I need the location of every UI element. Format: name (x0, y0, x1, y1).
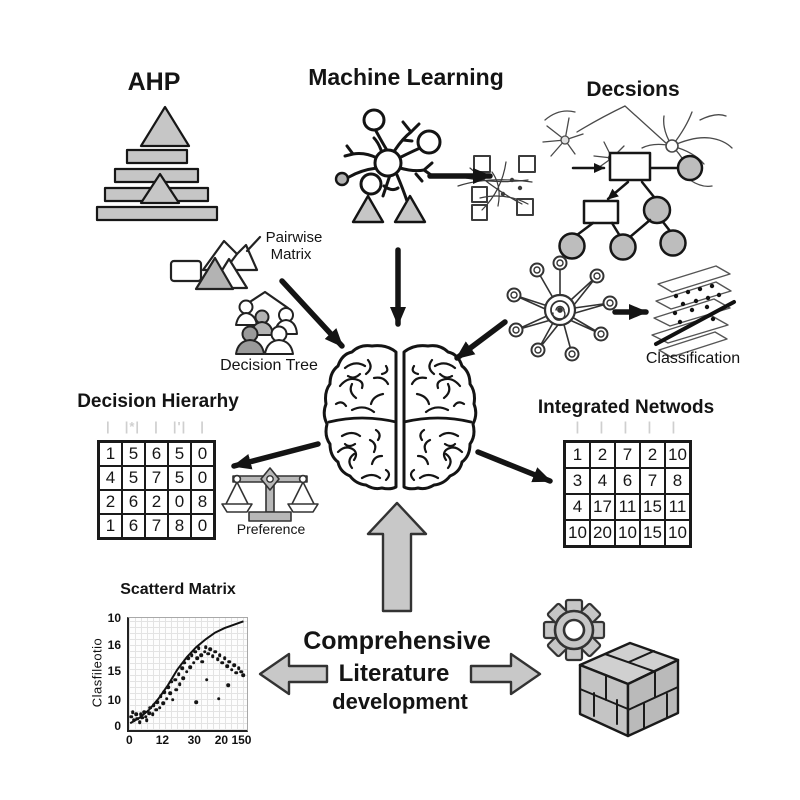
tick-label: 0 (114, 718, 121, 733)
pairwise-label-line1: Pairwise (265, 229, 323, 246)
ahp-title: AHP (127, 68, 181, 96)
faint-mark: | (106, 419, 111, 434)
scatter-point (226, 683, 230, 687)
scatter-point (183, 661, 187, 665)
matrix-cell: 8 (168, 514, 191, 538)
tick-label: 10 (107, 692, 121, 707)
scatter-point (225, 664, 229, 668)
matrix-header-marks (99, 419, 212, 434)
ahp-pyramid-icon (97, 107, 217, 220)
faint-mark: |*| (124, 419, 141, 434)
scattered-matrix-title: Scatterd Matrix (120, 581, 236, 598)
faint-mark: | (671, 419, 677, 434)
scatter-point (217, 697, 221, 701)
classification-layers-icon (652, 266, 734, 357)
tick-label: 10 (107, 611, 121, 626)
scatter-point (161, 701, 165, 705)
faint-mark: | (623, 419, 629, 434)
matrix-cell: 7 (615, 442, 640, 468)
tick-label: 16 (107, 638, 121, 652)
decisions-title: Decsions (586, 78, 680, 101)
tick-label: 0 (126, 733, 133, 747)
radial-network-icon (508, 257, 617, 361)
scatter-point (174, 688, 178, 692)
brain-icon (324, 346, 476, 489)
scatter-plot (127, 617, 248, 732)
decision-hierarchy-title: Decision Hierarhy (77, 391, 239, 412)
scatter-point (209, 648, 213, 652)
faint-mark: | (599, 419, 605, 434)
scatter-point (159, 695, 163, 699)
left-arrow (260, 654, 327, 694)
scatter-point (232, 663, 236, 667)
pairwise-matrix-icon (171, 237, 260, 289)
matrix-cell: 5 (122, 466, 145, 490)
matrix-cell: 10 (665, 520, 690, 546)
matrix-cell: 4 (590, 468, 615, 494)
scatter-point (194, 700, 198, 704)
faint-mark: |'| (172, 419, 187, 434)
scatter-point (199, 653, 203, 657)
matrix-cell: 7 (640, 468, 665, 494)
integrated-networks-matrix (563, 440, 692, 548)
matrix-cell: 0 (168, 490, 191, 514)
matrix-cell: 1 (99, 442, 122, 466)
scatter-point (163, 690, 167, 694)
scatter-point (186, 657, 190, 661)
faint-mark: | (200, 419, 205, 434)
scatter-point (206, 652, 210, 656)
decision-hierarchy-matrix (97, 440, 216, 540)
neuron-tree-icon (336, 110, 440, 222)
scatter-x-ticks (126, 733, 252, 747)
tick-label: 15 (107, 663, 121, 678)
matrix-cell: 10 (665, 442, 690, 468)
matrix-cell: 10 (565, 520, 590, 546)
arrow-brain-to-left-matrix (234, 444, 318, 466)
matrix-cell: 6 (122, 490, 145, 514)
matrix-cell: 10 (615, 520, 640, 546)
matrix-cell: 5 (122, 442, 145, 466)
machine-learning-title: Machine Learning (308, 64, 504, 90)
scatter-point (173, 678, 177, 682)
matrix-cell: 17 (590, 494, 615, 520)
scatter-point (189, 665, 193, 669)
scatter-point (242, 673, 246, 677)
matrix-cell: 6 (615, 468, 640, 494)
matrix-cell: 8 (191, 490, 214, 514)
scatter-point (190, 653, 194, 657)
scatter-point (178, 682, 182, 686)
matrix-cell: 0 (191, 514, 214, 538)
matrix-cell: 2 (640, 442, 665, 468)
scatter-point (143, 710, 147, 714)
scatter-point (181, 677, 185, 681)
matrix-cell: 3 (565, 468, 590, 494)
up-arrow (368, 503, 426, 611)
preference-label: Preference (236, 521, 306, 537)
scatter-point (235, 671, 239, 675)
scatter-point (228, 660, 232, 664)
decision-tree-label: Decision Tree (220, 357, 318, 374)
scatter-point (152, 704, 156, 708)
scatter-point (220, 661, 224, 665)
scatter-point (180, 667, 184, 671)
matrix-cell: 5 (168, 442, 191, 466)
feature-squares-icon (458, 156, 535, 220)
matrix-cell: 15 (640, 520, 665, 546)
literature-line3: development (332, 689, 468, 714)
scatter-point (156, 700, 160, 704)
scatter-point (151, 713, 155, 717)
scatter-point (213, 650, 217, 654)
matrix-cell: 0 (191, 466, 214, 490)
scatter-point (230, 668, 234, 672)
matrix-cell: 11 (615, 494, 640, 520)
scatter-point (204, 645, 208, 649)
right-arrow (471, 654, 540, 694)
arrow-network-to-brain (457, 322, 505, 358)
faint-mark: | (154, 419, 159, 434)
matrix-cell: 11 (665, 494, 690, 520)
scatter-point (223, 657, 227, 661)
decision-tree-diagram-icon (560, 153, 703, 260)
scatter-point (192, 661, 196, 665)
matrix-cell: 1 (565, 442, 590, 468)
matrix-cell: 7 (145, 466, 168, 490)
scatter-point (145, 718, 149, 722)
arrow-brain-to-right-matrix (478, 452, 550, 481)
scatter-point (134, 713, 138, 717)
scatter-point (205, 678, 209, 682)
literature-line2: Literature (338, 660, 450, 687)
scatter-point (197, 646, 201, 650)
tick-label: 12 (155, 733, 170, 747)
matrix-cell: 5 (168, 466, 191, 490)
matrix-cell: 6 (122, 514, 145, 538)
scatter-point (216, 658, 220, 662)
matrix-cell: 0 (191, 442, 214, 466)
bricks-icon (580, 643, 678, 736)
matrix-cell: 20 (590, 520, 615, 546)
matrix-cell: 2 (590, 442, 615, 468)
scatter-point (218, 653, 222, 657)
matrix-cell: 2 (99, 490, 122, 514)
scatter-point (166, 686, 170, 690)
literature-line1: Comprehensive (303, 627, 491, 655)
tick-label: 150 (231, 733, 252, 747)
matrix-cell: 8 (665, 468, 690, 494)
gear-icon (544, 600, 604, 660)
faint-mark: | (647, 419, 653, 434)
classification-label: Classification (645, 350, 741, 367)
scatter-point (138, 720, 142, 724)
scatter-point (196, 657, 200, 661)
matrix-cell: 7 (145, 514, 168, 538)
pairwise-label-line2: Matrix (270, 246, 312, 263)
scatter-point (193, 650, 197, 654)
tick-label: 30 (187, 733, 201, 747)
scatter-point (171, 698, 175, 702)
faint-mark: | (575, 419, 581, 434)
matrix-cell: 15 (640, 494, 665, 520)
matrix-cell: 4 (99, 466, 122, 490)
scatter-point (165, 697, 169, 701)
scatter-point (200, 660, 204, 664)
matrix-header-marks (566, 419, 686, 434)
matrix-cell: 1 (99, 514, 122, 538)
scatter-point (158, 706, 162, 710)
scatter-y-axis-label: Clasfileotio (89, 637, 105, 708)
matrix-cell: 6 (145, 442, 168, 466)
scatter-point (185, 670, 189, 674)
scatter-point (211, 654, 215, 658)
scatter-point (169, 691, 173, 695)
matrix-cell: 4 (565, 494, 590, 520)
tick-label: 20 (214, 733, 229, 747)
balance-scale-icon (222, 468, 318, 521)
matrix-cell: 2 (145, 490, 168, 514)
scatter-y-ticks (94, 611, 124, 733)
scatter-point (177, 672, 181, 676)
people-group-icon (236, 292, 297, 354)
integrated-networks-title: Integrated Netwods (537, 397, 715, 418)
